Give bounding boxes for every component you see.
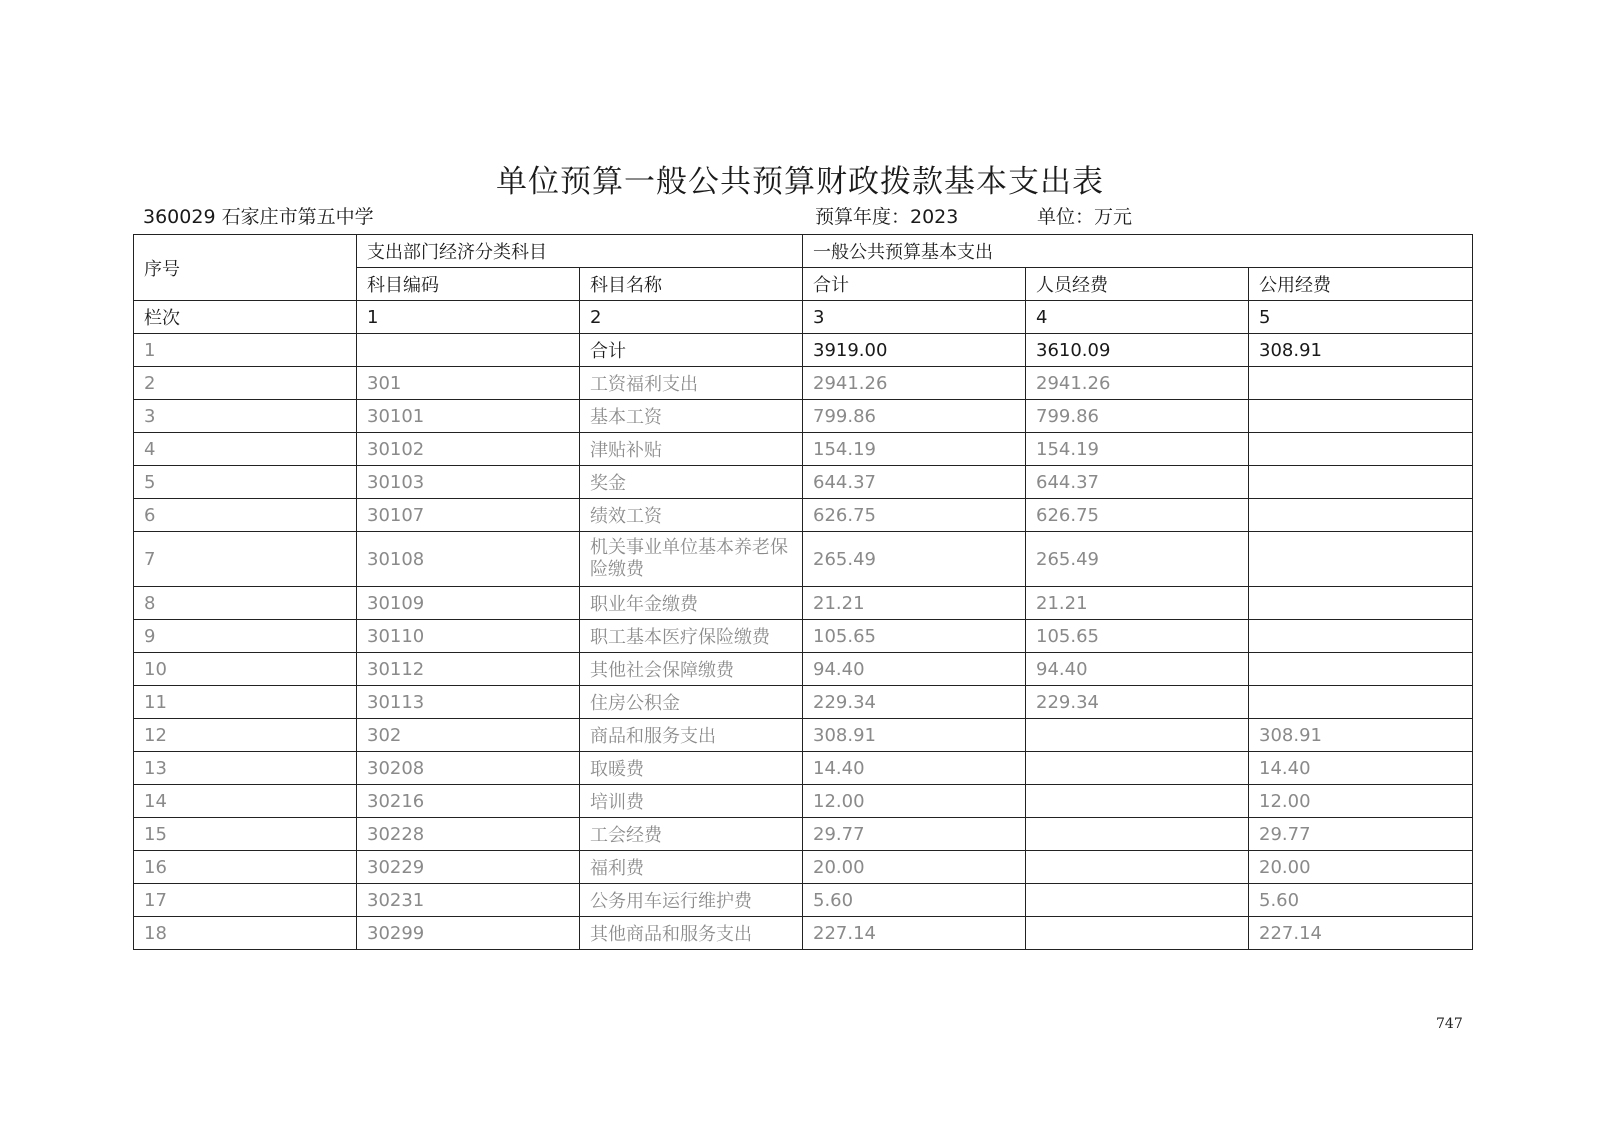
cell-personnel: 154.19 — [1026, 433, 1249, 466]
unit-name: 360029 石家庄市第五中学 — [143, 206, 374, 228]
cell-name: 机关事业单位基本养老保险缴费 — [580, 532, 803, 587]
column-number-1: 1 — [357, 301, 580, 334]
budget-table — [133, 234, 1473, 950]
cell-code: 30101 — [357, 400, 580, 433]
cell-name: 工会经费 — [580, 818, 803, 851]
cell-total: 5.60 — [803, 884, 1026, 917]
cell-personnel — [1026, 785, 1249, 818]
header-group-left: 支出部门经济分类科目 — [357, 235, 803, 268]
cell-seq: 13 — [134, 752, 357, 785]
cell-name: 其他社会保障缴费 — [580, 653, 803, 686]
header-group-right: 一般公共预算基本支出 — [803, 235, 1473, 268]
cell-seq: 2 — [134, 367, 357, 400]
cell-seq: 11 — [134, 686, 357, 719]
cell-code — [357, 334, 580, 367]
cell-code: 30216 — [357, 785, 580, 818]
cell-seq: 16 — [134, 851, 357, 884]
cell-personnel — [1026, 752, 1249, 785]
cell-total: 644.37 — [803, 466, 1026, 499]
cell-code: 30299 — [357, 917, 580, 950]
cell-name: 培训费 — [580, 785, 803, 818]
cell-name: 工资福利支出 — [580, 367, 803, 400]
currency-unit: 单位：万元 — [1037, 206, 1133, 228]
header-code: 科目编码 — [357, 268, 580, 301]
cell-total: 227.14 — [803, 917, 1026, 950]
cell-public: 12.00 — [1249, 785, 1473, 818]
cell-seq: 18 — [134, 917, 357, 950]
cell-total: 105.65 — [803, 620, 1026, 653]
cell-code: 30208 — [357, 752, 580, 785]
cell-personnel: 105.65 — [1026, 620, 1249, 653]
table-row — [134, 719, 1473, 752]
cell-personnel: 3610.09 — [1026, 334, 1249, 367]
cell-public — [1249, 620, 1473, 653]
cell-code: 30110 — [357, 620, 580, 653]
cell-total: 799.86 — [803, 400, 1026, 433]
table-row — [134, 785, 1473, 818]
cell-public: 308.91 — [1249, 719, 1473, 752]
cell-public — [1249, 532, 1473, 587]
table-row — [134, 532, 1473, 587]
cell-name: 基本工资 — [580, 400, 803, 433]
cell-personnel: 21.21 — [1026, 587, 1249, 620]
table-row — [134, 818, 1473, 851]
budget-year: 预算年度：2023 — [815, 206, 959, 228]
table-row — [134, 400, 1473, 433]
table-row — [134, 686, 1473, 719]
cell-seq: 4 — [134, 433, 357, 466]
table-row — [134, 433, 1473, 466]
cell-personnel: 229.34 — [1026, 686, 1249, 719]
cell-public — [1249, 433, 1473, 466]
cell-code: 30231 — [357, 884, 580, 917]
cell-code: 30229 — [357, 851, 580, 884]
cell-seq: 3 — [134, 400, 357, 433]
column-number-4: 4 — [1026, 301, 1249, 334]
cell-total: 2941.26 — [803, 367, 1026, 400]
cell-public — [1249, 400, 1473, 433]
header-name: 科目名称 — [580, 268, 803, 301]
table-row — [134, 367, 1473, 400]
cell-name: 公务用车运行维护费 — [580, 884, 803, 917]
cell-seq: 12 — [134, 719, 357, 752]
cell-code: 30107 — [357, 499, 580, 532]
cell-personnel — [1026, 884, 1249, 917]
cell-total: 21.21 — [803, 587, 1026, 620]
cell-seq: 17 — [134, 884, 357, 917]
cell-public: 20.00 — [1249, 851, 1473, 884]
cell-total: 29.77 — [803, 818, 1026, 851]
header-public: 公用经费 — [1249, 268, 1473, 301]
cell-name: 合计 — [580, 334, 803, 367]
cell-code: 30108 — [357, 532, 580, 587]
cell-personnel: 799.86 — [1026, 400, 1249, 433]
table-row — [134, 620, 1473, 653]
table-row — [134, 917, 1473, 950]
column-number-5: 5 — [1249, 301, 1473, 334]
cell-name: 福利费 — [580, 851, 803, 884]
cell-personnel — [1026, 719, 1249, 752]
cell-name: 住房公积金 — [580, 686, 803, 719]
cell-total: 12.00 — [803, 785, 1026, 818]
cell-personnel — [1026, 851, 1249, 884]
cell-public: 14.40 — [1249, 752, 1473, 785]
table-row — [134, 466, 1473, 499]
cell-seq: 9 — [134, 620, 357, 653]
cell-personnel — [1026, 917, 1249, 950]
table-row — [134, 499, 1473, 532]
cell-code: 30112 — [357, 653, 580, 686]
cell-public — [1249, 653, 1473, 686]
cell-name: 其他商品和服务支出 — [580, 917, 803, 950]
column-number-2: 2 — [580, 301, 803, 334]
cell-public — [1249, 686, 1473, 719]
table-row — [134, 653, 1473, 686]
cell-seq: 14 — [134, 785, 357, 818]
page-title: 单位预算一般公共预算财政拨款基本支出表 — [496, 164, 1104, 200]
table-row — [134, 587, 1473, 620]
cell-seq: 15 — [134, 818, 357, 851]
cell-personnel: 626.75 — [1026, 499, 1249, 532]
cell-code: 30109 — [357, 587, 580, 620]
cell-code: 30103 — [357, 466, 580, 499]
table-row — [134, 752, 1473, 785]
cell-code: 301 — [357, 367, 580, 400]
cell-personnel: 94.40 — [1026, 653, 1249, 686]
table-row — [134, 851, 1473, 884]
cell-seq: 5 — [134, 466, 357, 499]
cell-name: 职业年金缴费 — [580, 587, 803, 620]
cell-seq: 1 — [134, 334, 357, 367]
cell-total: 14.40 — [803, 752, 1026, 785]
cell-name: 取暖费 — [580, 752, 803, 785]
cell-public — [1249, 499, 1473, 532]
cell-total: 20.00 — [803, 851, 1026, 884]
cell-total: 229.34 — [803, 686, 1026, 719]
header-row-1 — [134, 235, 1473, 268]
cell-total: 3919.00 — [803, 334, 1026, 367]
cell-seq: 7 — [134, 532, 357, 587]
cell-name: 津贴补贴 — [580, 433, 803, 466]
cell-public — [1249, 466, 1473, 499]
cell-name: 奖金 — [580, 466, 803, 499]
cell-code: 30102 — [357, 433, 580, 466]
column-number-label: 栏次 — [134, 301, 357, 334]
cell-personnel: 265.49 — [1026, 532, 1249, 587]
header-personnel: 人员经费 — [1026, 268, 1249, 301]
cell-personnel — [1026, 818, 1249, 851]
page-number: 747 — [1436, 1016, 1463, 1032]
cell-code: 302 — [357, 719, 580, 752]
cell-public: 5.60 — [1249, 884, 1473, 917]
cell-total: 626.75 — [803, 499, 1026, 532]
cell-public — [1249, 587, 1473, 620]
report-meta — [143, 202, 1473, 228]
column-number-3: 3 — [803, 301, 1026, 334]
header-seq: 序号 — [134, 235, 357, 301]
cell-public — [1249, 367, 1473, 400]
cell-code: 30113 — [357, 686, 580, 719]
table-row — [134, 334, 1473, 367]
header-total: 合计 — [803, 268, 1026, 301]
cell-public: 227.14 — [1249, 917, 1473, 950]
cell-seq: 10 — [134, 653, 357, 686]
cell-seq: 8 — [134, 587, 357, 620]
cell-public: 29.77 — [1249, 818, 1473, 851]
cell-code: 30228 — [357, 818, 580, 851]
cell-name: 绩效工资 — [580, 499, 803, 532]
cell-seq: 6 — [134, 499, 357, 532]
cell-personnel: 2941.26 — [1026, 367, 1249, 400]
cell-public: 308.91 — [1249, 334, 1473, 367]
cell-total: 265.49 — [803, 532, 1026, 587]
cell-name: 商品和服务支出 — [580, 719, 803, 752]
column-number-row — [134, 301, 1473, 334]
cell-total: 154.19 — [803, 433, 1026, 466]
cell-total: 94.40 — [803, 653, 1026, 686]
cell-personnel: 644.37 — [1026, 466, 1249, 499]
table-row — [134, 884, 1473, 917]
cell-total: 308.91 — [803, 719, 1026, 752]
cell-name: 职工基本医疗保险缴费 — [580, 620, 803, 653]
